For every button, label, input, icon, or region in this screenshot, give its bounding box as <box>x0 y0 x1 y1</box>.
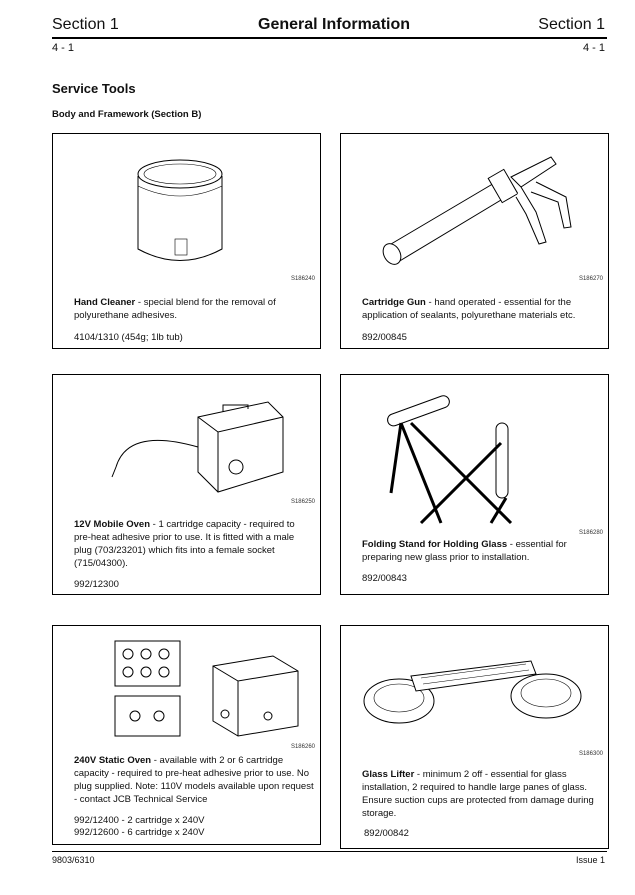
tool-desc-text: - minimum 2 off - essential for glass installation, 2 required to handle large panes of glass. Ensure suction cups are protected from damage during storage. <box>362 769 594 819</box>
hand-cleaner-illustration <box>133 154 228 269</box>
figure-code: S186250 <box>290 499 315 505</box>
figure-code: S186270 <box>578 276 603 282</box>
tool-card-240v-static-oven <box>52 625 321 845</box>
header-section-left: Section 1 <box>52 16 119 33</box>
header-section-right: Section 1 <box>538 16 605 33</box>
tool-description <box>362 538 602 564</box>
tool-name: 12V Mobile Oven <box>74 519 151 530</box>
tool-desc-text: - 1 cartridge capacity - required to pre-heat adhesive prior to use. It is fitted with a male plug (703/23201) which fits into a female socket (715/04300). <box>74 519 295 569</box>
tool-card-cartridge-gun <box>340 133 609 349</box>
tool-description <box>74 296 309 322</box>
folding-stand-illustration <box>381 383 561 533</box>
part-number: 992/12400 - 2 cartridge x 240V <box>74 815 205 826</box>
tool-name: Hand Cleaner <box>74 297 136 308</box>
mobile-oven-illustration <box>108 387 288 497</box>
part-number: 4104/1310 (454g; 1lb tub) <box>74 332 183 343</box>
tool-description <box>362 768 607 820</box>
part-number: 992/12300 <box>74 579 119 590</box>
part-number: 892/00843 <box>362 573 407 584</box>
part-number: 892/00842 <box>364 828 409 839</box>
glass-lifter-illustration <box>361 646 586 736</box>
tool-desc-text: - available with 2 or 6 cartridge capacity - required to pre-heat adhesive prior to use. No plug supplied. Note: 110V models available upon request - contact JCB Technical Service <box>74 755 314 805</box>
part-number: 892/00845 <box>362 332 407 343</box>
tool-name: Cartridge Gun <box>362 297 426 308</box>
footer-rule <box>52 851 607 852</box>
figure-code: S186260 <box>290 744 315 750</box>
tool-description <box>74 518 314 570</box>
page-number-right: 4 - 1 <box>582 42 605 54</box>
tool-card-hand-cleaner <box>52 133 321 349</box>
tool-description <box>74 754 319 806</box>
tool-card-12v-mobile-oven <box>52 374 321 595</box>
header-rule <box>52 37 607 39</box>
tool-name: Folding Stand for Holding Glass <box>362 539 508 550</box>
tool-desc-text: - essential for preparing new glass prior to installation. <box>362 539 567 563</box>
part-number: 992/12600 - 6 cartridge x 240V <box>74 827 205 838</box>
footer-doc-number: 9803/6310 <box>52 855 95 865</box>
section-subtitle: Body and Framework (Section B) <box>52 109 202 120</box>
page-number-left: 4 - 1 <box>52 42 75 54</box>
page-title: Service Tools <box>52 81 136 96</box>
figure-code: S186240 <box>290 276 315 282</box>
static-oven-illustration <box>113 636 303 741</box>
figure-code: S186280 <box>578 530 603 536</box>
tool-desc-text: - hand operated - essential for the application of sealants, polyurethane materials etc. <box>362 297 576 321</box>
tool-card-folding-stand <box>340 374 609 595</box>
header-title: General Information <box>258 16 411 33</box>
tool-card-glass-lifter <box>340 625 609 849</box>
footer-issue: Issue 1 <box>575 855 605 865</box>
figure-code: S186300 <box>578 751 603 757</box>
tool-name: Glass Lifter <box>362 769 415 780</box>
tool-description <box>362 296 602 322</box>
tool-desc-text: - special blend for the removal of polyurethane adhesives. <box>74 297 276 321</box>
tool-name: 240V Static Oven <box>74 755 152 766</box>
cartridge-gun-illustration <box>376 152 576 267</box>
